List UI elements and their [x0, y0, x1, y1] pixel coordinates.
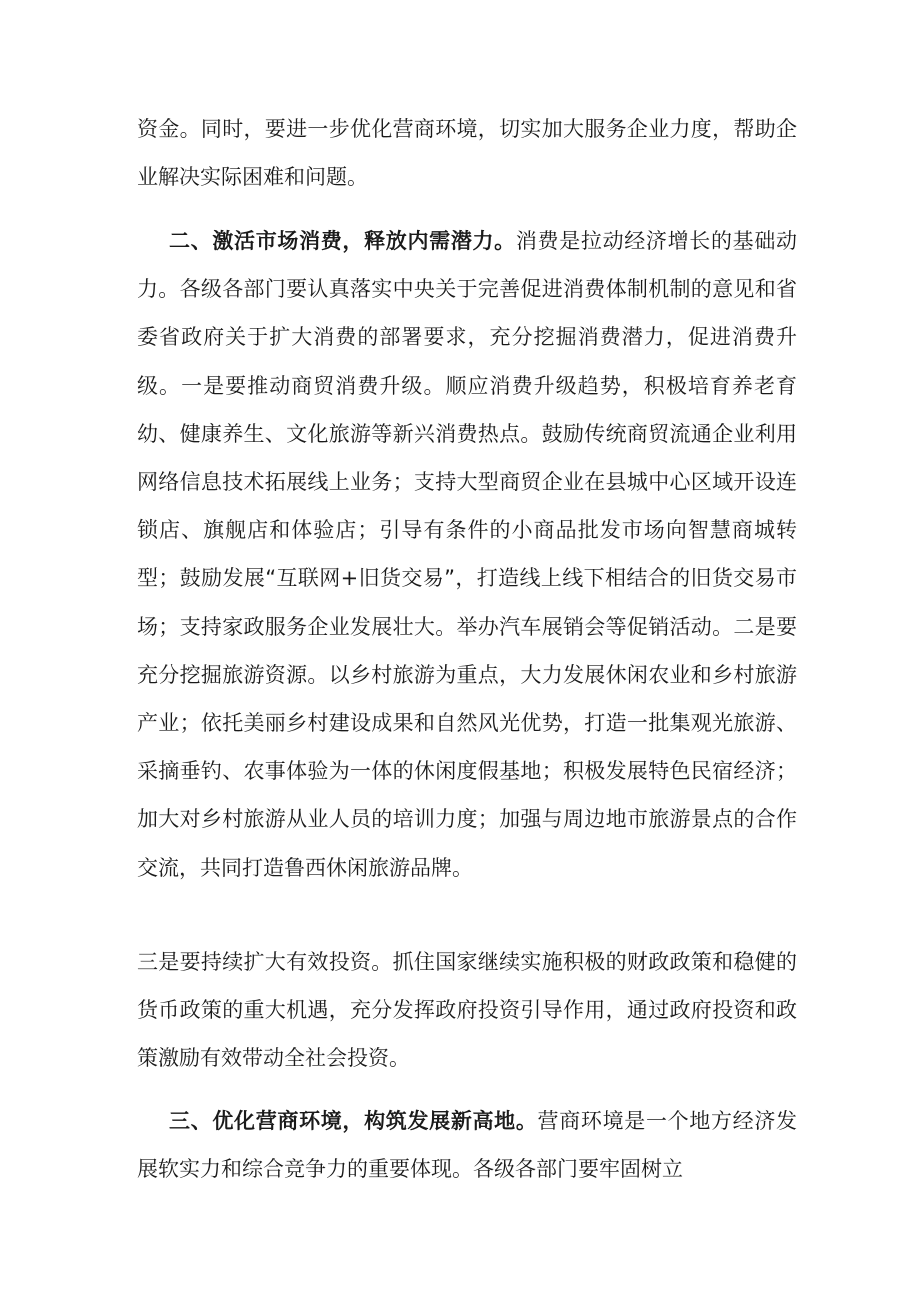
investment-paragraph: 三是要持续扩大有效投资。抓住国家继续实施积极的财政政策和稳健的货币政策的重大机遇，充分发挥政府投资引导作用，通过政府投资和政策激励有效带动全社会投资。: [137, 950, 797, 1071]
section-two-body: 消费是拉动经济增长的基础动力。各级各部门要认真落实中央关于完善促进消费体制机制的意见和省委省政府关于扩大消费的部署要求，充分挖掘消费潜力，促进消费升级。一是要推动商贸消费升级。顺应消费升级趋势，积极培育养老育幼、健康养生、文化旅游等新兴消费热点。鼓励传统商贸流通企业利用网络信息技术拓展线上业务；支持大型商贸企业在县城中心区域开设连锁店、旗舰店和体验店；引导有条件的小商品批发市场向智慧商城转型；鼓励发展“互联网+旧货交易”，打造线上线下相结合的旧货交易市场；支持家政服务企业发展壮大。举办汽车展销会等促销活动。二是要充分挖掘旅游资源。以乡村旅游为重点，大力发展休闲农业和乡村旅游产业；依托美丽乡村建设成果和自然风光优势，打造一批集观光旅游、采摘垂钓、农事体验为一体的休闲度假基地；积极发展特色民宿经济；加大对乡村旅游从业人员的培训力度；加强与周边地市旅游景点的合作交流，共同打造鲁西休闲旅游品牌。: [137, 229, 798, 880]
section-two-heading: 二、激活市场消费，释放内需潜力。: [169, 229, 516, 253]
paragraph-continuation: 资金。同时，要进一步优化营商环境，切实加大服务企业力度，帮助企业解决实际困难和问题。: [137, 117, 797, 190]
section-three-heading: 三、优化营商环境，构筑发展新高地。: [169, 1109, 538, 1133]
section-two-paragraph: [137, 217, 797, 892]
section-three-body: 营商环境是一个地方经济发展软实力和综合竞争力的重要体现。各级各部门要牢固树立: [137, 1109, 798, 1182]
section-three-paragraph: [137, 1097, 797, 1193]
